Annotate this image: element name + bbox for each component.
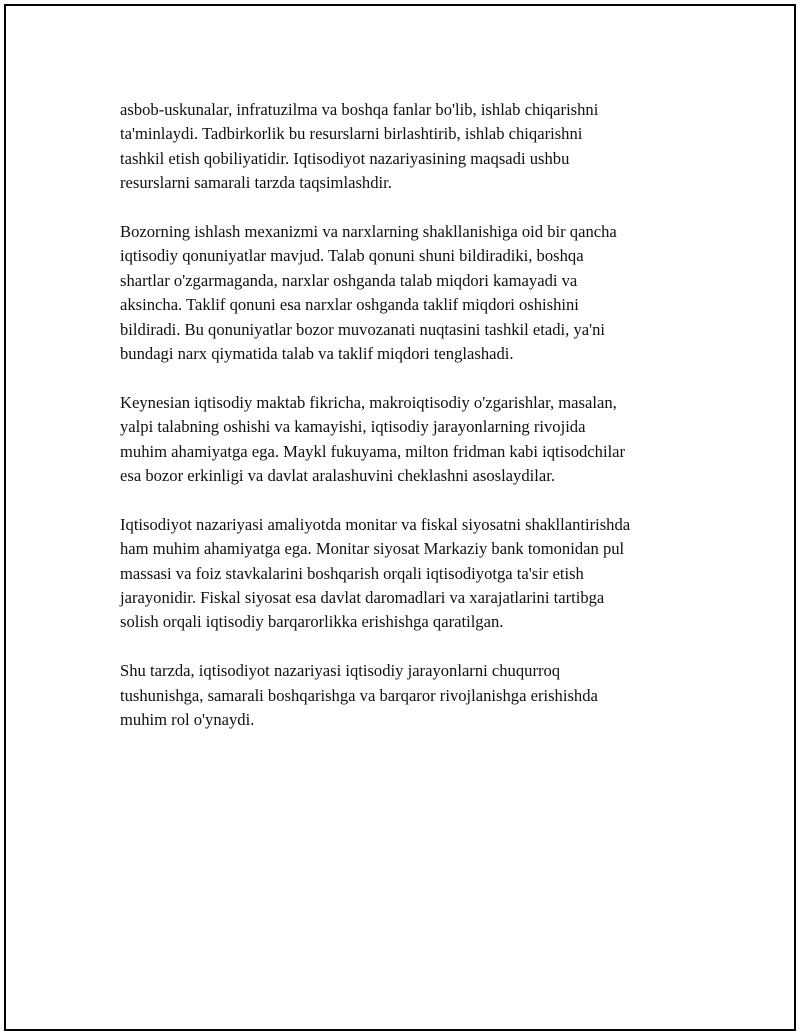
text-line: shartlar o'zgarmaganda, narxlar oshganda talab miqdori kamayadi va: [120, 270, 578, 290]
text-line: bildiradi. Bu qonuniyatlar bozor muvozanati nuqtasini tashkil etadi, ya'ni: [120, 319, 606, 339]
text-line: Shu tarzda, iqtisodiyot nazariyasi iqtisodiy jarayonlarni chuqurroq: [120, 661, 561, 681]
text-line: esa bozor erkinligi va davlat aralashuvini cheklashni asoslaydilar.: [120, 466, 555, 486]
text-line: muhim rol o'ynaydi.: [120, 710, 255, 730]
paragraph-conclusion: [120, 659, 710, 732]
text-line: tushunishga, samarali boshqarishga va barqaror rivojlanishga erishishda: [120, 685, 598, 705]
document-body: [120, 98, 710, 757]
text-line: massasi va foiz stavkalarini boshqarish orqali iqtisodiyotga ta'sir etish: [120, 563, 584, 583]
text-line: Keynesian iqtisodiy maktab fikricha, makroiqtisodiy o'zgarishlar, masalan,: [120, 392, 617, 412]
text-line: aksincha. Taklif qonuni esa narxlar oshganda taklif miqdori oshishini: [120, 295, 579, 315]
text-line: bundagi narx qiymatida talab va taklif miqdori tenglashadi.: [120, 344, 514, 364]
text-line: asbob-uskunalar, infratuzilma va boshqa fanlar bo'lib, ishlab chiqarishni: [120, 100, 599, 119]
paragraph-keynesian: [120, 391, 710, 489]
paragraph-resources: [120, 98, 710, 196]
text-line: Bozorning ishlash mexanizmi va narxlarning shakllanishiga oid bir qancha: [120, 222, 617, 242]
text-line: iqtisodiy qonuniyatlar mavjud. Talab qonuni shuni bildiradiki, boshqa: [120, 246, 584, 266]
text-line: resurslarni samarali tarzda taqsimlashdir.: [120, 173, 392, 193]
paragraph-policy: [120, 513, 710, 635]
paragraph-market-laws: [120, 220, 710, 366]
text-line: ham muhim ahamiyatga ega. Monitar siyosat Markaziy bank tomonidan pul: [120, 539, 625, 559]
text-line: jarayonidir. Fiskal siyosat esa davlat daromadlari va xarajatlarini tartibga: [120, 588, 605, 608]
text-line: Iqtisodiyot nazariyasi amaliyotda monitar va fiskal siyosatni shakllantirishda: [120, 514, 631, 534]
page-frame: [4, 4, 796, 1031]
text-line: solish orqali iqtisodiy barqarorlikka erishishga qaratilgan.: [120, 612, 504, 632]
text-line: tashkil etish qobiliyatidir. Iqtisodiyot nazariyasining maqsadi ushbu: [120, 148, 570, 168]
text-line: yalpi talabning oshishi va kamayishi, iqtisodiy jarayonlarning rivojida: [120, 417, 586, 437]
text-line: muhim ahamiyatga ega. Maykl fukuyama, milton fridman kabi iqtisodchilar: [120, 441, 626, 461]
text-line: ta'minlaydi. Tadbirkorlik bu resurslarni birlashtirib, ishlab chiqarishni: [120, 124, 583, 144]
